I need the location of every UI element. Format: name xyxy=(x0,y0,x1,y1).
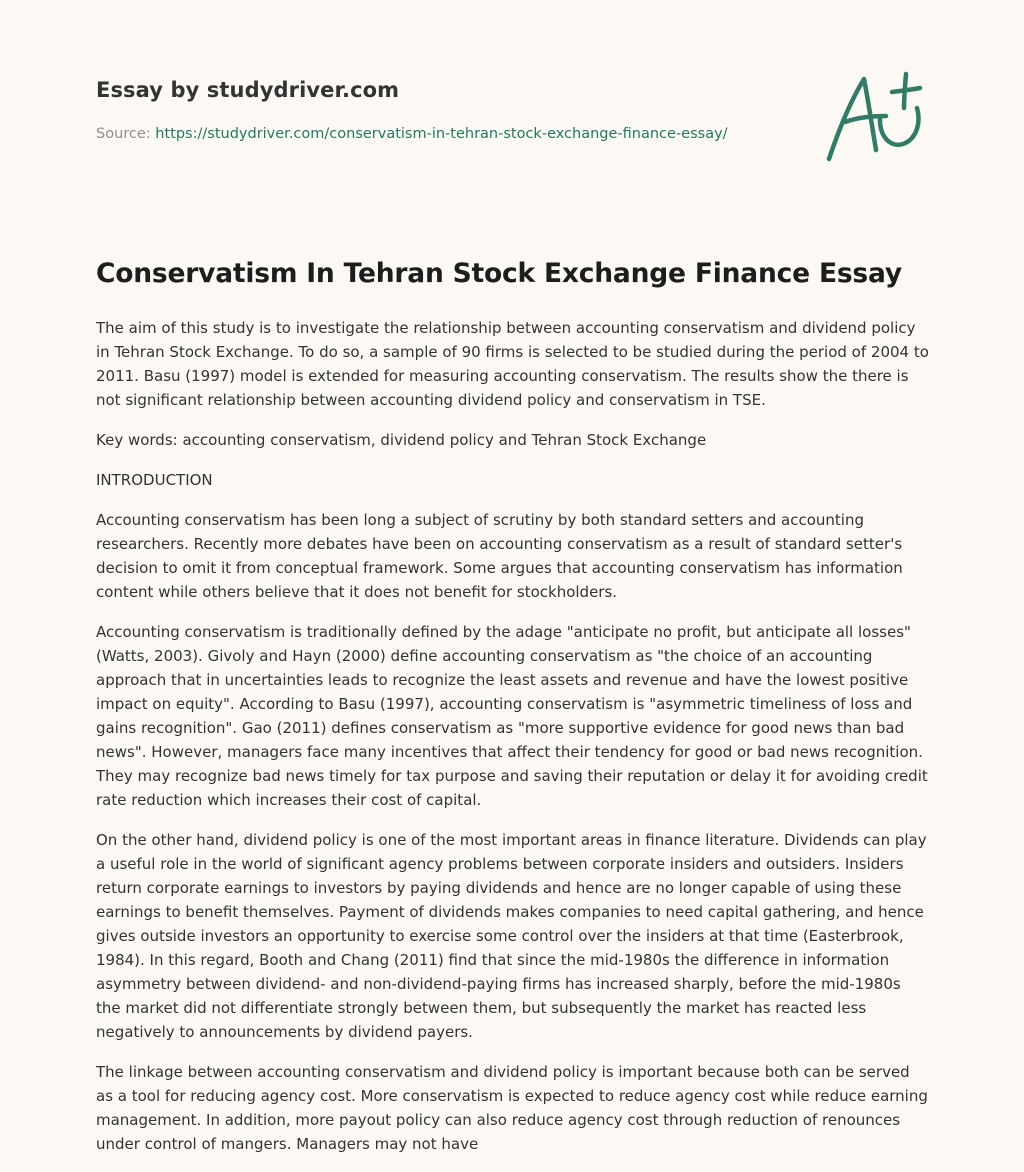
body-paragraph: On the other hand, dividend policy is one of the most important areas in finance literature. Dividends can play a useful role in the world of significant agency problems between corporate insiders and outsiders. Insiders return corporate earnings to investors by paying dividends and hence are no longer capable of using these earnings to benefit themselves. Payment of dividends makes companies to need capital gathering, and hence gives outside investors an opportunity to exercise some control over the insiders at that time (Easterbrook, 1984). In this regard, Booth and Chang (2011) find that since the mid-1980s the difference in information asymmetry between dividend- and non-dividend-paying firms has increased sharply, before the mid-1980s the market did not differentiate strongly between them, but subsequently the market has reacted less negatively to announcements by dividend payers. xyxy=(96,831,927,1041)
site-title: Essay by studydriver.com xyxy=(96,78,400,102)
a-plus-logo-icon xyxy=(816,64,934,168)
keywords-paragraph: Key words: accounting conservatism, dividend policy and Tehran Stock Exchange xyxy=(96,431,707,449)
page-header xyxy=(96,77,796,144)
essay-title: Conservatism In Tehran Stock Exchange Finance Essay xyxy=(96,258,902,289)
source-link[interactable]: https://studydriver.com/conservatism-in-tehran-stock-exchange-finance-essay/ xyxy=(155,126,728,142)
body-paragraph: The linkage between accounting conservatism and dividend policy is important because both can be served as a tool for reducing agency cost. More conservatism is expected to reduce agency cost while reduce earning management. In addition, more payout policy can also reduce agency cost through reduction of renounces under control of mangers. Managers may not have xyxy=(96,1063,928,1153)
source-line xyxy=(96,124,796,144)
body-paragraph: Accounting conservatism has been long a subject of scrutiny by both standard setters and accounting researchers. Recently more debates have been on accounting conservatism as a result of standard setter's decision to omit it from conceptual framework. Some argues that accounting conservatism has information content while others believe that it does not benefit for stockholders. xyxy=(96,511,903,601)
abstract-paragraph: The aim of this study is to investigate the relationship between accounting conservatism and dividend policy in Tehran Stock Exchange. To do so, a sample of 90 firms is selected to be studied during the period of 2004 to 2011. Basu (1997) model is extended for measuring accounting conservatism. The results show the there is not significant relationship between accounting dividend policy and conservatism in TSE. xyxy=(96,319,929,409)
source-label: Source: xyxy=(96,126,156,142)
section-heading-introduction: INTRODUCTION xyxy=(96,471,213,489)
essay-content xyxy=(96,255,930,1172)
body-paragraph: Accounting conservatism is traditionally defined by the adage "anticipate no profit, but anticipate all losses" (Watts, 2003). Givoly and Hayn (2000) define accounting conservatism as "the choice of an accounting approach that in uncertainties leads to recognize the least assets and revenue and have the lowest positive impact on equity". According to Basu (1997), accounting conservatism is "asymmetric timeliness of loss and gains recognition". Gao (2011) defines conservatism as "more supportive evidence for good news than bad news". However, managers face many incentives that affect their tendency for good or bad news recognition. They may recognize bad news timely for tax purpose and saving their reputation or delay it for avoiding credit rate reduction which increases their cost of capital. xyxy=(96,623,928,809)
